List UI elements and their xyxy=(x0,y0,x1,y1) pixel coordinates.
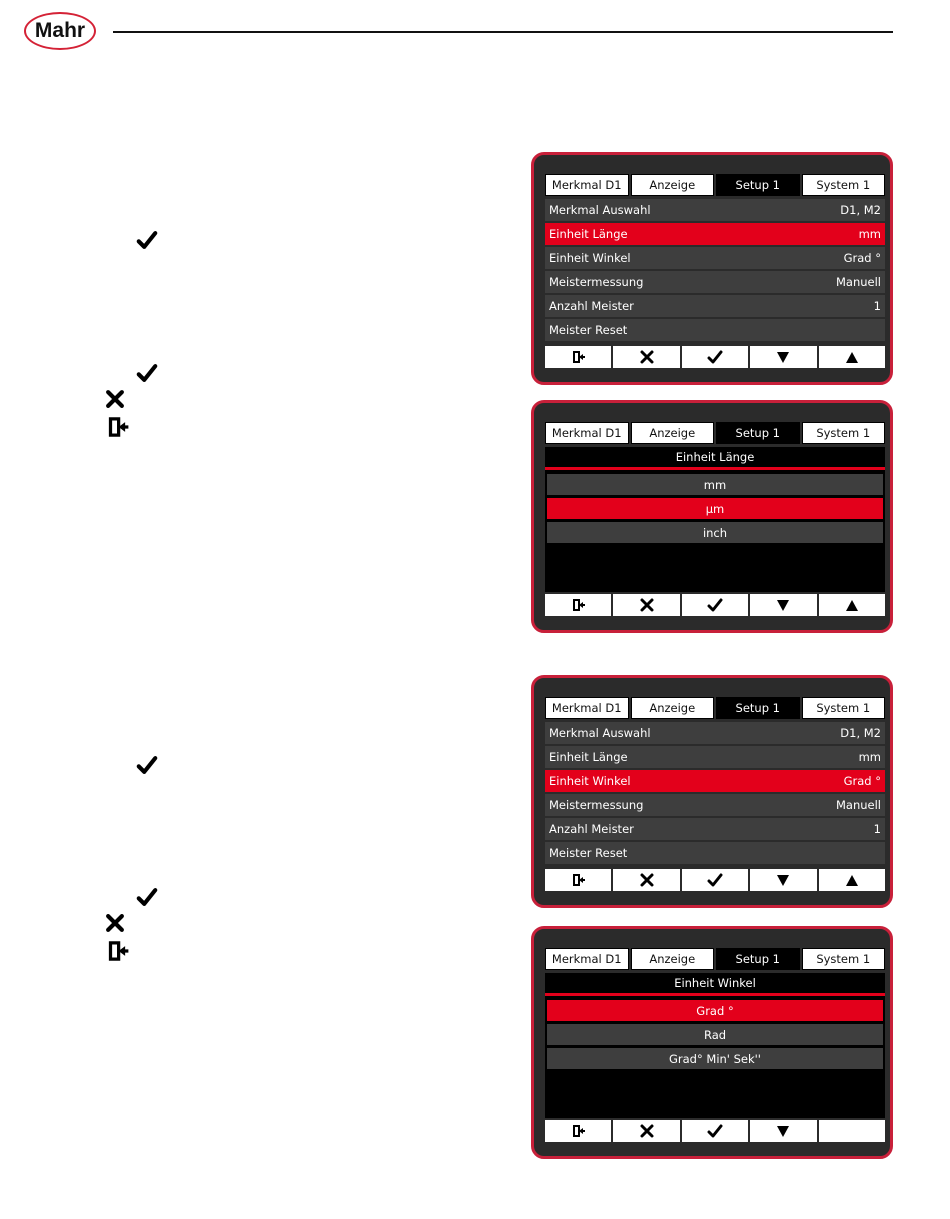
softkey-check[interactable] xyxy=(682,346,748,368)
tab-system-1[interactable]: System 1 xyxy=(802,697,886,719)
softkey-arrow-down[interactable] xyxy=(750,869,816,891)
row-value: 1 xyxy=(873,822,881,836)
option-item[interactable]: µm xyxy=(547,498,883,519)
softkey-arrow-down[interactable] xyxy=(750,1120,816,1142)
tab-system-1[interactable]: System 1 xyxy=(802,948,886,970)
settings-list xyxy=(545,722,885,866)
tab-merkmal-d1[interactable]: Merkmal D1 xyxy=(545,174,629,196)
softkey-arrow-up[interactable] xyxy=(819,594,885,616)
exit-icon xyxy=(570,349,586,365)
settings-row[interactable] xyxy=(545,746,885,768)
tab-setup-1[interactable]: Setup 1 xyxy=(716,697,800,719)
cancel-icon xyxy=(639,597,655,613)
row-value: mm xyxy=(858,750,881,764)
cancel-icon xyxy=(639,1123,655,1139)
softkey-exit[interactable] xyxy=(545,594,611,616)
mahr-logo: Mahr xyxy=(24,12,96,50)
softkey-exit[interactable] xyxy=(545,1120,611,1142)
exit-icon xyxy=(570,597,586,613)
settings-row[interactable] xyxy=(545,295,885,317)
arrow-up-icon xyxy=(844,349,860,365)
softkey-cancel[interactable] xyxy=(613,1120,679,1142)
tab-setup-1[interactable]: Setup 1 xyxy=(716,948,800,970)
tab-bar xyxy=(545,948,885,970)
check-icon xyxy=(136,229,158,251)
arrow-up-icon xyxy=(844,597,860,613)
softkey-arrow-down[interactable] xyxy=(750,346,816,368)
softkey-cancel[interactable] xyxy=(613,869,679,891)
check-icon xyxy=(136,754,158,776)
check-icon xyxy=(707,349,723,365)
softkey-exit[interactable] xyxy=(545,346,611,368)
softkey-bar xyxy=(545,1120,885,1142)
cancel-icon xyxy=(639,349,655,365)
settings-row[interactable] xyxy=(545,722,885,744)
row-label: Einheit Länge xyxy=(549,227,628,241)
tab-setup-1[interactable]: Setup 1 xyxy=(716,174,800,196)
exit-icon xyxy=(570,1123,586,1139)
check-icon xyxy=(707,597,723,613)
softkey-exit[interactable] xyxy=(545,869,611,891)
tab-merkmal-d1[interactable]: Merkmal D1 xyxy=(545,697,629,719)
option-item[interactable]: Grad ° xyxy=(547,1000,883,1021)
row-value: Grad ° xyxy=(843,774,881,788)
row-value: Grad ° xyxy=(843,251,881,265)
tab-bar xyxy=(545,697,885,719)
softkey-bar xyxy=(545,346,885,368)
row-value: D1, M2 xyxy=(840,203,881,217)
dialog-title: Einheit Länge xyxy=(545,447,885,470)
option-item[interactable]: inch xyxy=(547,522,883,543)
row-label: Meistermessung xyxy=(549,275,644,289)
softkey-arrow-down[interactable] xyxy=(750,594,816,616)
option-list xyxy=(545,996,885,1118)
settings-row[interactable] xyxy=(545,319,885,341)
row-label: Meister Reset xyxy=(549,323,628,337)
row-value: Manuell xyxy=(835,798,881,812)
tab-bar xyxy=(545,422,885,444)
settings-row[interactable] xyxy=(545,818,885,840)
row-label: Einheit Länge xyxy=(549,750,628,764)
row-label: Merkmal Auswahl xyxy=(549,203,651,217)
softkey-cancel[interactable] xyxy=(613,594,679,616)
row-value: D1, M2 xyxy=(840,726,881,740)
row-label: Einheit Winkel xyxy=(549,251,631,265)
tab-system-1[interactable]: System 1 xyxy=(802,422,886,444)
tab-anzeige[interactable]: Anzeige xyxy=(631,697,715,719)
screen-setup-list-length xyxy=(531,152,893,385)
row-label: Merkmal Auswahl xyxy=(549,726,651,740)
settings-row[interactable] xyxy=(545,223,885,245)
exit-icon xyxy=(104,938,130,964)
cancel-icon xyxy=(104,912,126,934)
softkey-cancel[interactable] xyxy=(613,346,679,368)
settings-row[interactable] xyxy=(545,770,885,792)
row-label: Einheit Winkel xyxy=(549,774,631,788)
tab-setup-1[interactable]: Setup 1 xyxy=(716,422,800,444)
arrow-up-icon xyxy=(844,872,860,888)
check-icon xyxy=(136,886,158,908)
check-icon xyxy=(707,1123,723,1139)
softkey-arrow-up[interactable] xyxy=(819,869,885,891)
cancel-icon xyxy=(639,872,655,888)
option-item[interactable]: Grad° Min' Sek'' xyxy=(547,1048,883,1069)
exit-icon xyxy=(104,414,130,440)
softkey-empty[interactable] xyxy=(819,1120,885,1142)
settings-row[interactable] xyxy=(545,247,885,269)
tab-anzeige[interactable]: Anzeige xyxy=(631,174,715,196)
tab-system-1[interactable]: System 1 xyxy=(802,174,886,196)
cancel-icon xyxy=(104,388,126,410)
tab-merkmal-d1[interactable]: Merkmal D1 xyxy=(545,422,629,444)
settings-row[interactable] xyxy=(545,199,885,221)
arrow-down-icon xyxy=(775,1123,791,1139)
arrow-down-icon xyxy=(775,349,791,365)
arrow-down-icon xyxy=(775,872,791,888)
screen-setup-list-angle xyxy=(531,675,893,908)
softkey-arrow-up[interactable] xyxy=(819,346,885,368)
settings-row[interactable] xyxy=(545,842,885,864)
exit-icon xyxy=(570,872,586,888)
row-label: Meister Reset xyxy=(549,846,628,860)
tab-bar xyxy=(545,174,885,196)
tab-anzeige[interactable]: Anzeige xyxy=(631,948,715,970)
row-label: Anzahl Meister xyxy=(549,822,634,836)
softkey-check[interactable] xyxy=(682,594,748,616)
row-label: Meistermessung xyxy=(549,798,644,812)
softkey-bar xyxy=(545,869,885,891)
check-icon xyxy=(707,872,723,888)
softkey-check[interactable] xyxy=(682,1120,748,1142)
row-value: 1 xyxy=(873,299,881,313)
option-list xyxy=(545,470,885,592)
tab-merkmal-d1[interactable]: Merkmal D1 xyxy=(545,948,629,970)
softkey-check[interactable] xyxy=(682,869,748,891)
dialog-title: Einheit Winkel xyxy=(545,973,885,996)
softkey-bar xyxy=(545,594,885,616)
option-item[interactable]: Rad xyxy=(547,1024,883,1045)
row-value: Manuell xyxy=(835,275,881,289)
header-rule xyxy=(113,31,893,33)
settings-row[interactable] xyxy=(545,794,885,816)
arrow-down-icon xyxy=(775,597,791,613)
check-icon xyxy=(136,362,158,384)
row-value: mm xyxy=(858,227,881,241)
screen-unit-angle-select xyxy=(531,926,893,1159)
row-label: Anzahl Meister xyxy=(549,299,634,313)
settings-row[interactable] xyxy=(545,271,885,293)
option-item[interactable]: mm xyxy=(547,474,883,495)
screen-unit-length-select xyxy=(531,400,893,633)
tab-anzeige[interactable]: Anzeige xyxy=(631,422,715,444)
settings-list xyxy=(545,199,885,343)
